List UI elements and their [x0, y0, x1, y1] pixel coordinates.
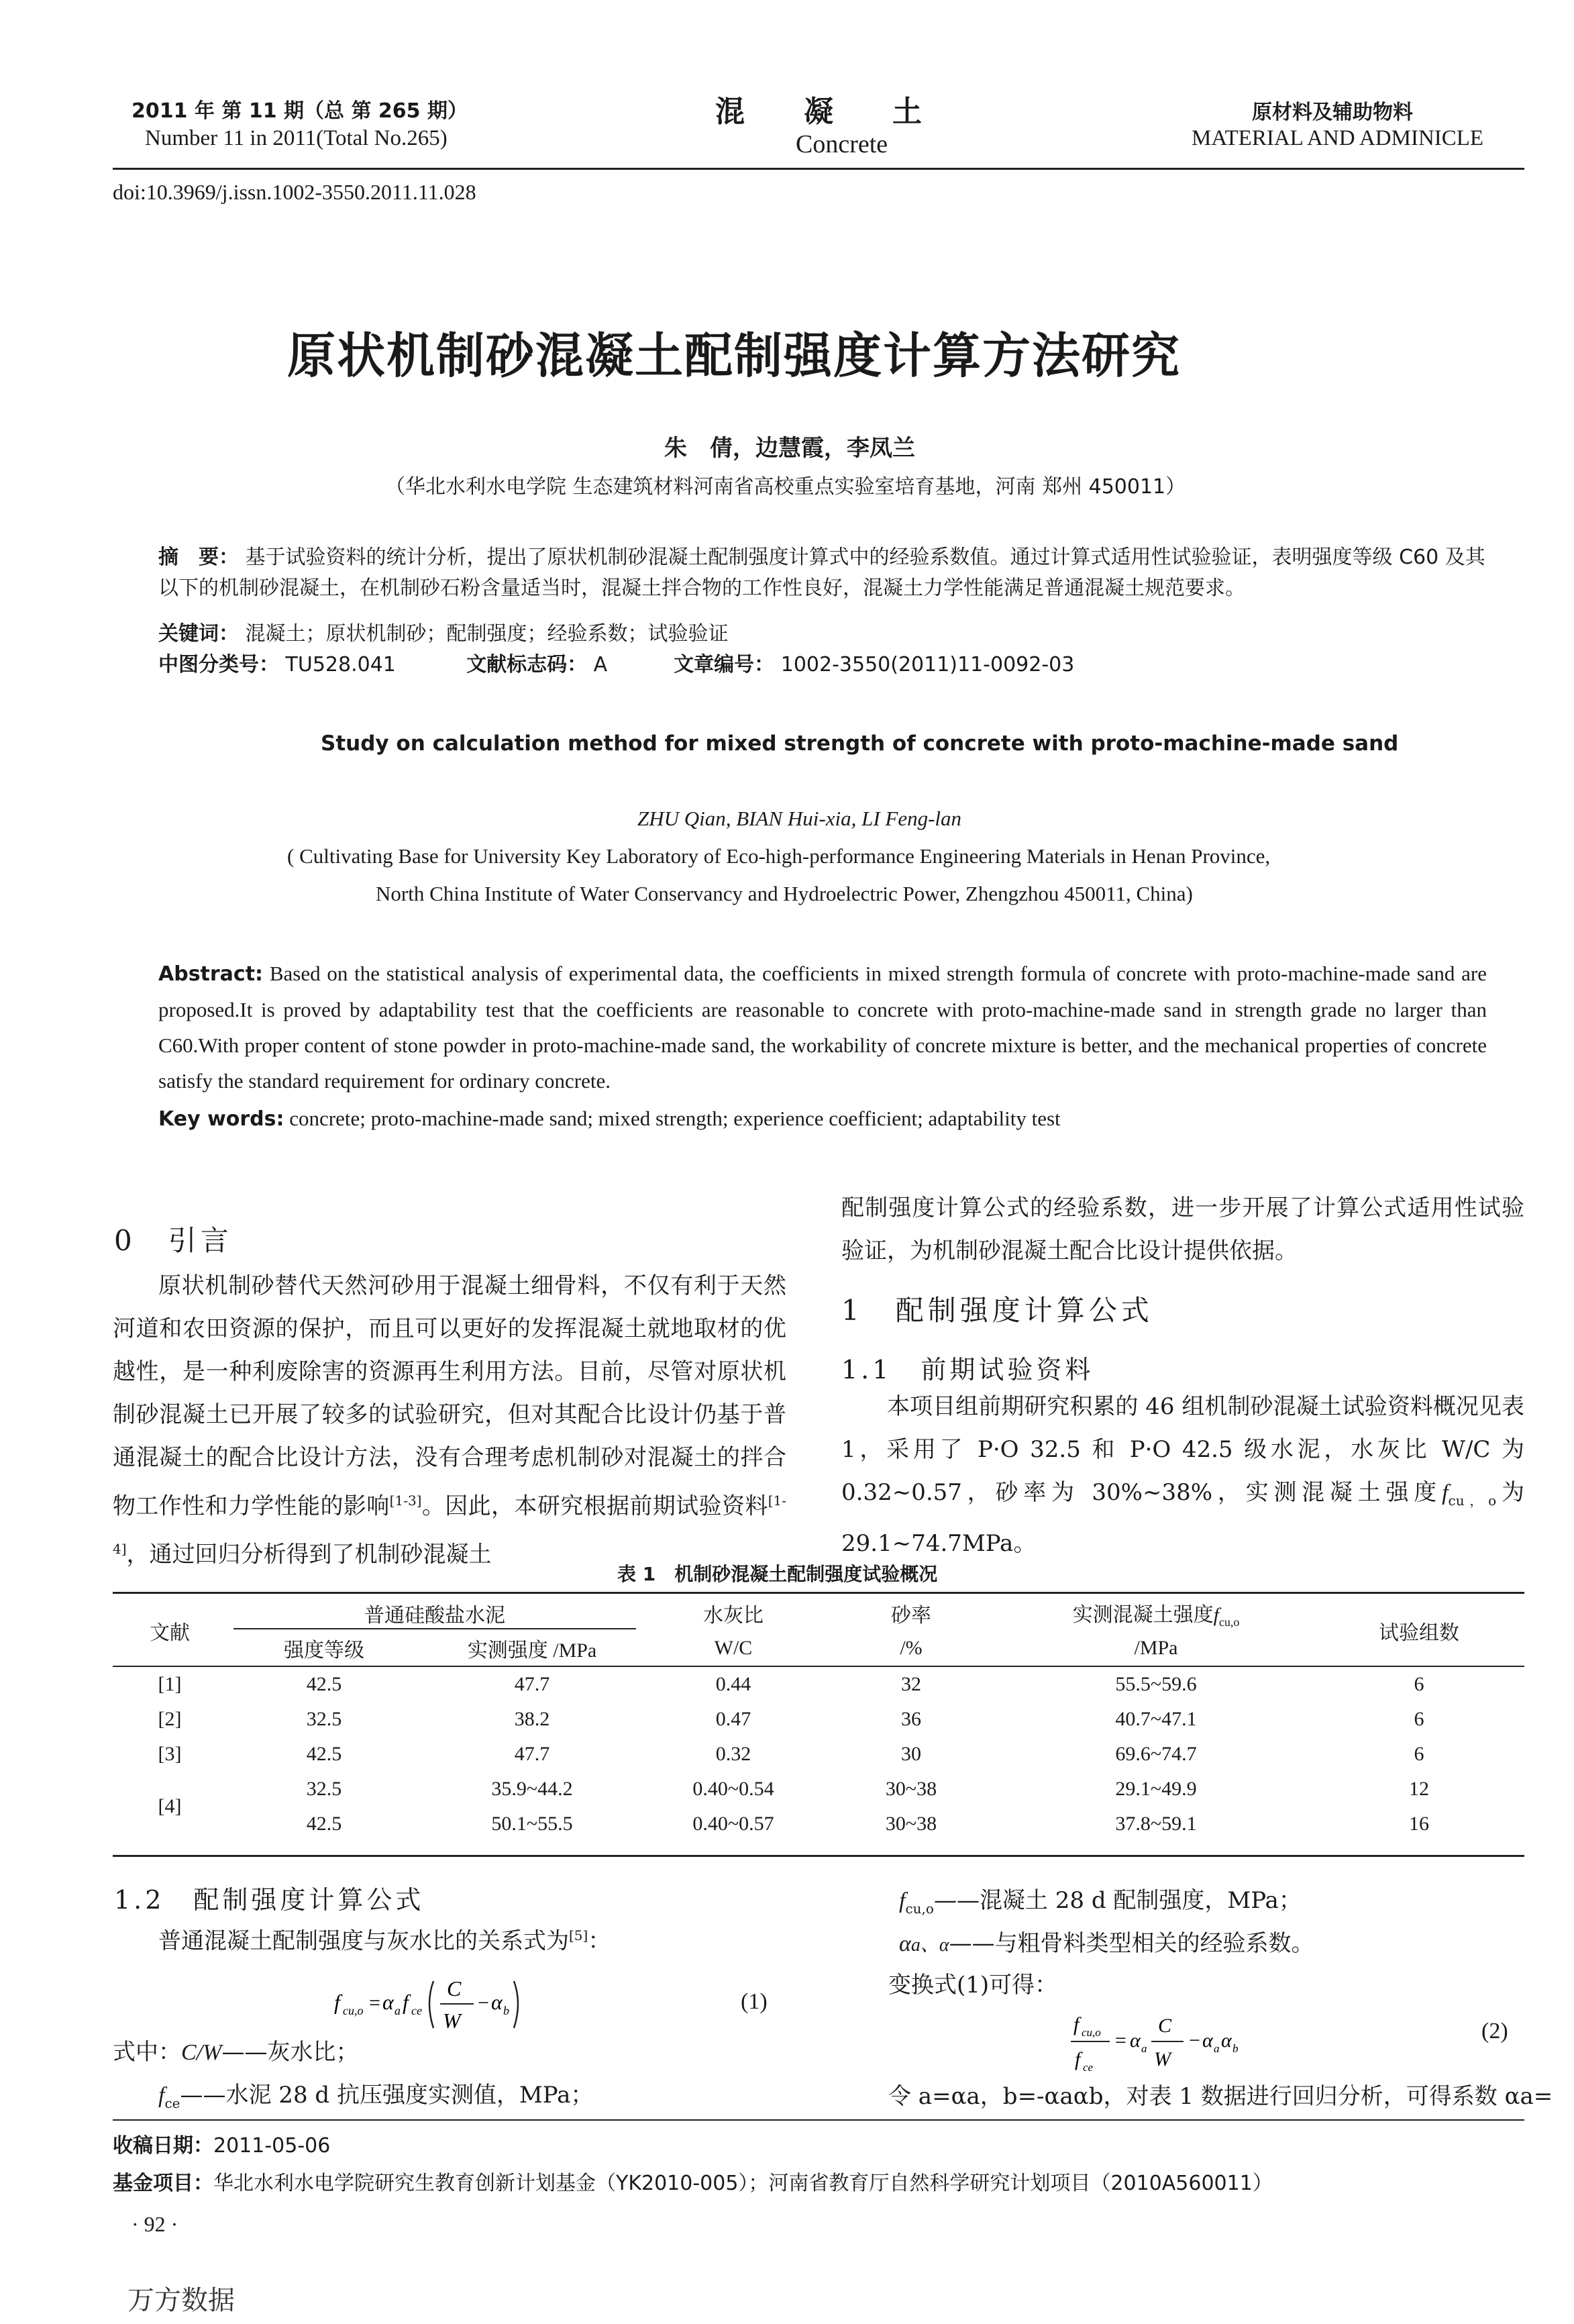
where-cw-desc: ——灰水比；	[221, 2039, 359, 2066]
table-row	[113, 1702, 1524, 1737]
section-1-1-paragraph	[841, 1385, 1524, 1565]
p12-end: ：	[588, 1927, 611, 1955]
svg-text:a: a	[1214, 2042, 1220, 2055]
equation-1-number: (1)	[741, 1989, 768, 2014]
cell: [1]	[158, 1673, 182, 1695]
svg-text:f: f	[1075, 2048, 1081, 2070]
section-cn: 原材料及辅助物料	[1252, 101, 1413, 124]
th-ref: 文献	[150, 1622, 190, 1644]
svg-text:b: b	[503, 2004, 509, 2017]
abstract-cn-label: 摘 要：	[158, 546, 239, 569]
cell: 42.5	[306, 1743, 342, 1765]
footnote-rule	[113, 2119, 1524, 2121]
svg-text:α: α	[382, 1990, 394, 2014]
authors-en: ZHU Qian, BIAN Hui-xia, LI Feng-lan	[637, 807, 962, 830]
cell: 32	[901, 1673, 921, 1695]
th-grade: 强度等级	[284, 1639, 364, 1662]
where-fce	[158, 2074, 789, 2125]
cell: 0.40~0.54	[692, 1778, 774, 1800]
cell: 0.44	[715, 1673, 751, 1695]
fcuo-sym: f	[899, 1888, 906, 1913]
cell: 36	[901, 1708, 921, 1730]
cell: 55.5~59.6	[1115, 1673, 1197, 1695]
cell: 6	[1414, 1708, 1424, 1730]
cell: 35.9~44.2	[491, 1778, 573, 1800]
svg-text:W: W	[1154, 2048, 1171, 2070]
cell: 32.5	[306, 1708, 342, 1730]
svg-text:W: W	[443, 2009, 461, 2033]
received-value: 2011-05-06	[213, 2134, 331, 2158]
article-no-value: 1002-3550(2011)11-0092-03	[780, 653, 1075, 676]
cell: 42.5	[306, 1673, 342, 1695]
affiliation-en-1: ( Cultivating Base for University Key Laboratory of Eco-high-performance Engineering Materials in Henan Province,	[287, 844, 1271, 868]
cell: 6	[1414, 1673, 1424, 1695]
heading-1-1: 1.1 前期试验资料	[841, 1355, 1094, 1384]
abstract-cn	[158, 542, 1491, 604]
equation-1-graphic	[334, 1966, 562, 2040]
equation-2-graphic	[1071, 2004, 1286, 2078]
regression-text-2: a，b=-α	[966, 2083, 1060, 2110]
equation-1	[334, 1966, 562, 2040]
fund-line	[113, 2166, 1273, 2196]
svg-text:α: α	[1202, 2029, 1213, 2052]
header-rule	[113, 168, 1524, 170]
alpha-text: a、α	[910, 1935, 949, 1956]
fcuo-sub: cu,o	[905, 1900, 934, 1917]
p11-text: 本项目组前期研究积累的 46 组机制砂混凝土试验资料概况见表 1，采用了 P·O 32.5 和 P·O 42.5 级水泥，水灰比 W/C 为 0.32~0.57，砂率为 30%~38%，实测混凝土强度	[841, 1393, 1525, 1506]
keywords-cn-text: 混凝土；原状机制砂；配制强度；经验系数；试验验证	[245, 622, 729, 646]
continuation-paragraph: 配制强度计算公式的经验系数，进一步开展了计算公式适用性试验验证，为机制砂混凝土配合比设计提供依据。	[841, 1195, 1524, 1264]
table-top-rule	[113, 1592, 1524, 1594]
keywords-cn	[158, 619, 1491, 650]
article-no-label: 文章编号：	[674, 653, 775, 676]
section-en: MATERIAL AND ADMINICLE	[1192, 126, 1484, 150]
fund-value: 华北水利水电学院研究生教育创新计划基金（YK2010-005）；河南省教育厅自然科学研究计划项目（2010A560011）	[213, 2172, 1273, 2195]
issue-cn: 2011 年 第 11 期（总 第 265 期）	[132, 99, 468, 123]
heading-section-1: 1 配制强度计算公式	[841, 1294, 1153, 1327]
svg-text:C: C	[1158, 2015, 1172, 2037]
th-groups: 试验组数	[1379, 1622, 1459, 1644]
issue-en: Number 11 in 2011(Total No.265)	[145, 126, 448, 150]
right-col-continuation	[841, 1186, 1524, 1272]
cell: 16	[1409, 1813, 1429, 1835]
watermark: 万方数据	[127, 2285, 235, 2316]
svg-text:cu,o: cu,o	[343, 2004, 364, 2017]
where-cw-sym: C/W	[181, 2040, 222, 2065]
clc-label: 中图分类号：	[158, 653, 279, 676]
table-row	[113, 1807, 1524, 1841]
cell: 0.32	[715, 1743, 751, 1765]
where-alpha	[899, 1922, 1523, 1967]
page-title: 原状机制砂混凝土配制强度计算方法研究	[287, 327, 1182, 384]
section-1-2-paragraph	[113, 1914, 786, 1962]
keywords-en-label: Key words:	[158, 1107, 284, 1131]
th-sand-unit: /%	[900, 1637, 923, 1659]
authors-cn: 朱 倩，边慧霞，李凤兰	[664, 435, 915, 462]
equation-2-number: (2)	[1481, 2019, 1508, 2043]
intro-text-1: 原状机制砂替代天然河砂用于混凝土细骨料，不仅有利于天然河道和农田资源的保护，而且可以更好的发挥混凝土就地取材的优越性，是一种利废除害的资源再生利用方法。目前，尽管对原状机制砂混凝土已开展了较多的试验研究，但对其配合比设计仍基于普通混凝土的配合比设计方法，没有合理考虑机制砂对混凝土的拌合物工作性和力学性能的影响	[113, 1272, 786, 1520]
svg-text:C: C	[447, 1976, 462, 2001]
svg-text:cu,o: cu,o	[1082, 2026, 1101, 2039]
title-en: Study on calculation method for mixed strength of concrete with proto-machine-made sand	[321, 731, 1399, 756]
doi: doi:10.3969/j.issn.1002-3550.2011.11.028	[113, 180, 476, 204]
cell: 32.5	[306, 1778, 342, 1800]
svg-text:a: a	[395, 2004, 401, 2017]
fcuo-desc: ——混凝土 28 d 配制强度，MPa；	[933, 1887, 1302, 1914]
svg-text:α: α	[491, 1990, 503, 2014]
cell: [2]	[158, 1708, 182, 1730]
table-header-row-2	[113, 1631, 1524, 1666]
svg-text:a: a	[1141, 2042, 1147, 2055]
table-1	[113, 1592, 1524, 1841]
alpha-sym: α	[899, 1931, 911, 1956]
th-wc-unit: W/C	[714, 1637, 753, 1659]
cell: 42.5	[306, 1813, 342, 1835]
table-bottom-rule	[113, 1855, 1524, 1857]
svg-text:b: b	[1232, 2042, 1239, 2055]
cell: 47.7	[514, 1673, 550, 1695]
transform-line: 变换式(1)可得：	[888, 1972, 1058, 1999]
svg-text:ce: ce	[411, 2004, 422, 2017]
cell: 0.40~0.57	[692, 1813, 774, 1835]
svg-text:α: α	[1221, 2029, 1232, 2052]
svg-text:f: f	[1073, 2013, 1080, 2035]
cell: 29.1~49.9	[1115, 1778, 1197, 1800]
abstract-en-text: Based on the statistical analysis of experimental data, the coefficients in mixed strength formula of concrete with proto-machine-made sand are proposed.It is proved by adaptability test that the coefficients are reasonable to concrete with proto-machine-made sand in strength grade no larger than C60.With proper content of stone powder in proto-machine-made sand, the workability of concrete mixture is better, and the mechanical properties of concrete satisfy the standard requirement for ordinary concrete.	[158, 962, 1487, 1093]
abstract-en	[158, 956, 1487, 1099]
p12-text: 普通混凝土配制强度与灰水比的关系式为	[158, 1927, 569, 1955]
p11-symbol: f	[1442, 1480, 1449, 1505]
classification-line	[158, 650, 1491, 680]
th-sand: 砂率	[891, 1605, 931, 1627]
cell: 12	[1409, 1778, 1429, 1800]
svg-text:f: f	[403, 1990, 409, 2014]
th-conc-sym: f	[1213, 1603, 1219, 1626]
th-cement-underline	[233, 1628, 636, 1629]
cell: 30~38	[885, 1813, 937, 1835]
th-conc-sub: cu,o	[1218, 1615, 1240, 1629]
heading-1-2: 1.2 配制强度计算公式	[114, 1885, 425, 1915]
abstract-en-label: Abstract:	[158, 962, 264, 986]
intro-text-3: ，通过回归分析得到了机制砂混凝土	[126, 1541, 492, 1568]
where-fce-desc: ——水泥 28 d 抗压强度实测值，MPa；	[180, 2082, 594, 2109]
journal-cn: 混 凝 土	[715, 95, 922, 129]
where-fce-sub: ce	[164, 2094, 180, 2111]
where-fce-sym: f	[158, 2083, 165, 2108]
cell: 0.47	[715, 1708, 751, 1730]
intro-ref-1: [1-3]	[389, 1493, 422, 1509]
regression-text-4: b，对表 1 数据进行回归分析，可得系数 α	[1088, 2083, 1520, 2110]
keywords-cn-label: 关键词：	[158, 622, 239, 646]
svg-text:α: α	[1130, 2029, 1141, 2052]
where-cw	[113, 2031, 786, 2074]
p11-subscript: cu，o	[1448, 1492, 1497, 1509]
intro-text-2: 。因此，本研究根据前期试验资料	[421, 1493, 768, 1520]
th-conc-unit: /MPa	[1134, 1637, 1178, 1659]
cell: 50.1~55.5	[491, 1813, 573, 1835]
table-row	[113, 1666, 1524, 1702]
where-label: 式中：	[113, 2039, 181, 2066]
table-row	[113, 1737, 1524, 1772]
th-wc: 水灰比	[703, 1605, 764, 1627]
heading-intro: 0 引言	[114, 1224, 233, 1257]
regression-text-5: a=	[1520, 2083, 1553, 2110]
th-measured: 实测强度 /MPa	[467, 1639, 597, 1662]
svg-text:=: =	[1115, 2029, 1126, 2052]
cell: 69.6~74.7	[1115, 1743, 1197, 1765]
keywords-en-text: concrete; proto-machine-made sand; mixed strength; experience coefficient; adaptability test	[289, 1107, 1061, 1130]
cell: [3]	[158, 1743, 182, 1765]
fund-label: 基金项目：	[113, 2172, 213, 2195]
table-1-grid	[113, 1596, 1524, 1841]
th-cement-label: 普通硅酸盐水泥	[364, 1605, 505, 1627]
alpha-desc: ——与粗骨料类型相关的经验系数。	[949, 1930, 1314, 1957]
table-header-row-1	[113, 1596, 1524, 1631]
doc-code-label: 文献标志码：	[466, 653, 588, 676]
affiliation-en-2: North China Institute of Water Conservancy and Hydroelectric Power, Zhengzhou 450011, China)	[376, 882, 1193, 905]
p11-end: 为 29.1~74.7MPa。	[841, 1479, 1524, 1557]
affiliation-cn: （华北水利水电学院 生态建筑材料河南省高校重点实验室培育基地，河南 郑州 450011）	[385, 475, 1186, 499]
intro-paragraph	[113, 1264, 786, 1576]
svg-text:f: f	[334, 1990, 340, 2014]
abstract-cn-text: 基于试验资料的统计分析，提出了原状机制砂混凝土配制强度计算式中的经验系数值。通过计算式适用性试验验证，表明强度等级 C60 及其以下的机制砂混凝土，在机制砂石粉含量适当时，混凝土拌合物的工作性良好，混凝土力学性能满足普通混凝土规范要求。	[158, 546, 1485, 600]
cell: 30	[901, 1743, 921, 1765]
th-cement	[227, 1596, 643, 1631]
table-caption: 表 1 机制砂混凝土配制强度试验概况	[617, 1563, 938, 1585]
intro-ref-2: [1-4]	[113, 1493, 787, 1558]
svg-text:−: −	[478, 1992, 489, 2014]
cell: 38.2	[514, 1708, 550, 1730]
journal-en: Concrete	[796, 130, 888, 158]
cell: 47.7	[514, 1743, 550, 1765]
svg-text:=: =	[369, 1992, 380, 2014]
cell: 6	[1414, 1743, 1424, 1765]
cell: [4]	[158, 1795, 182, 1817]
regression-text-1: 令 a=α	[888, 2083, 967, 2110]
th-conc	[998, 1596, 1314, 1631]
received-label: 收稿日期：	[113, 2134, 213, 2158]
page-number: · 92 ·	[132, 2212, 178, 2236]
p12-ref: [5]	[569, 1927, 588, 1943]
cell: 40.7~47.1	[1115, 1708, 1197, 1730]
keywords-en	[158, 1101, 1061, 1137]
clc-value: TU528.041	[285, 653, 396, 676]
cell: 37.8~59.1	[1115, 1813, 1197, 1835]
regression-line	[888, 2075, 1553, 2118]
regression-text-3: aα	[1059, 2083, 1089, 2110]
equation-2	[1071, 2004, 1286, 2078]
table-row	[113, 1772, 1524, 1807]
th-conc-label: 实测混凝土强度	[1072, 1603, 1214, 1626]
received-date	[113, 2129, 330, 2158]
svg-text:ce: ce	[1083, 2061, 1094, 2074]
cell: 30~38	[885, 1778, 937, 1800]
svg-text:−: −	[1189, 2029, 1200, 2052]
doc-code-value: A	[593, 653, 608, 676]
